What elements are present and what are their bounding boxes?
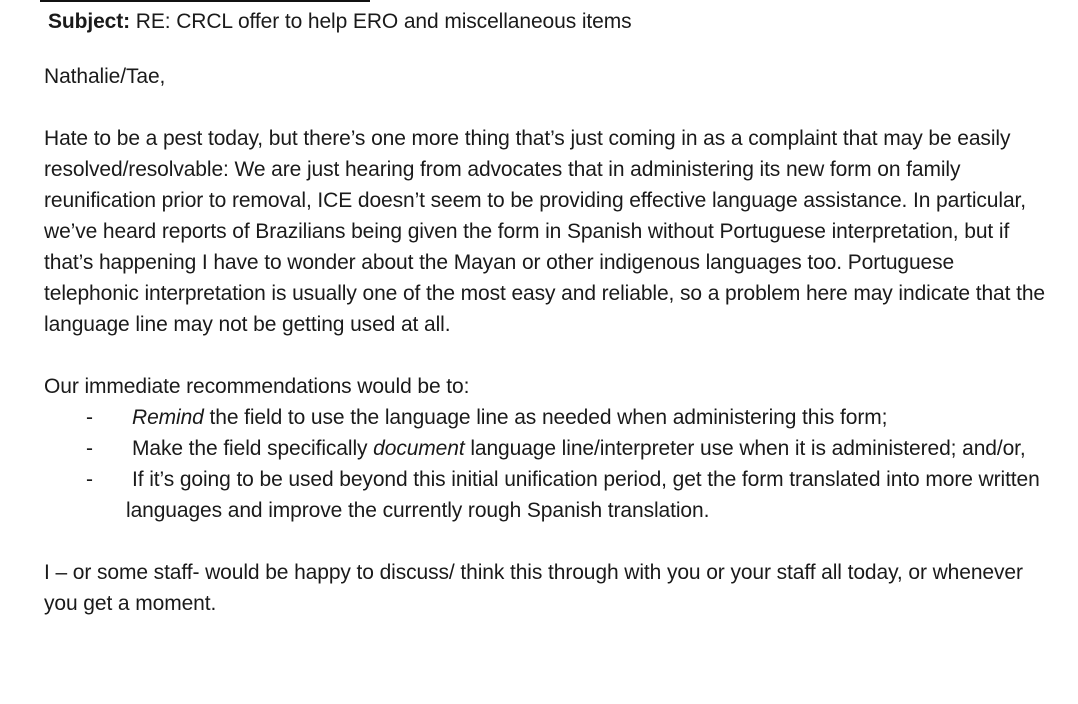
- recommendation-text: [126, 433, 1054, 464]
- bullet-dash: -: [86, 468, 93, 491]
- recommendation-text-emphasis: document: [373, 437, 465, 460]
- body-paragraph: Hate to be a pest today, but there’s one more thing that’s just coming in as a complaint that may be easily resolved/resolvable: We are just hearing from advocates that in administering its new form on family reunification prior to removal, ICE doesn’t seem to be providing effective language assistance. In particular, we’ve heard reports of Brazilians being given the form in Spanish without Portuguese interpretation, but if that’s happening I have to wonder about the Mayan or other indigenous languages too. Portuguese telephonic interpretation is usually one of the most easy and reliable, so a problem here may indicate that the language line may not be getting used at all.: [44, 127, 1045, 336]
- subject-text: RE: CRCL offer to help ERO and miscellaneous items: [130, 10, 632, 33]
- recommendation-text-post: language line/interpreter use when it is administered; and/or,: [464, 437, 1026, 460]
- email-body: [44, 6, 1054, 619]
- recommendation-item: [44, 433, 1054, 464]
- closing-paragraph: I – or some staff- would be happy to discuss/ think this through with you or your staff all today, or whenever you get a moment.: [44, 561, 1023, 615]
- header-divider: [40, 0, 370, 2]
- recommendation-item: [44, 464, 1054, 526]
- recommendation-text: [126, 402, 1054, 433]
- recommendation-text-pre: Make the field specifically: [132, 437, 374, 460]
- greeting: Nathalie/Tae,: [44, 65, 166, 88]
- bullet-dash: -: [86, 406, 93, 429]
- recommendation-text: [126, 464, 1054, 526]
- subject-line: [48, 6, 1054, 37]
- recommendation-item: [44, 402, 1054, 433]
- bullet-dash: -: [86, 437, 93, 460]
- recommendation-text-emphasis: Remind: [132, 406, 204, 429]
- recommendations-list: [44, 402, 1054, 526]
- recommendations-intro: Our immediate recommendations would be to:: [44, 375, 470, 398]
- recommendation-text-pre: If it’s going to be used beyond this initial unification period, get the form translated into more written languages and improve the currently rough Spanish translation.: [126, 468, 1040, 522]
- subject-label: Subject:: [48, 10, 131, 33]
- recommendation-text-post: the field to use the language line as needed when administering this form;: [203, 406, 888, 429]
